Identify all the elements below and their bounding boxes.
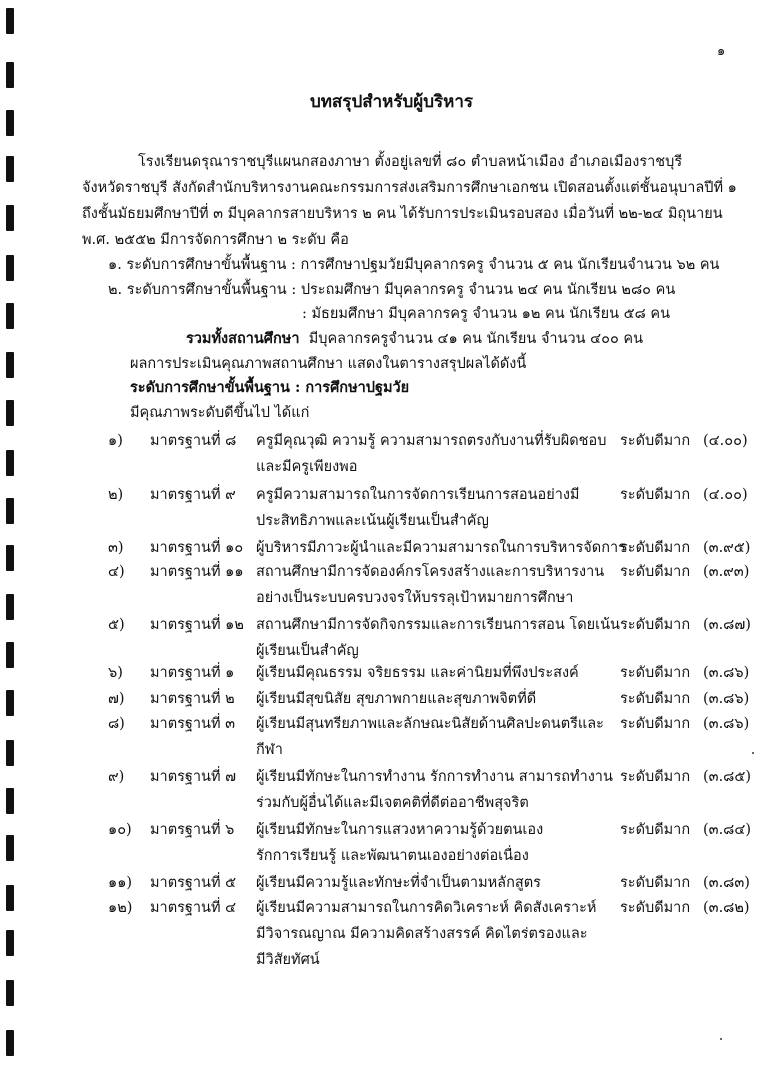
quality-intro: มีคุณภาพระดับดีขึ้นไป ได้แก่ <box>130 405 310 421</box>
binder-hole-mark <box>6 835 14 861</box>
standard-description <box>256 870 608 896</box>
standard-description <box>256 711 608 763</box>
standard-description-line: ผู้เรียนเป็นสำคัญ <box>256 643 359 659</box>
standard-level: ระดับดีมาก <box>620 540 691 556</box>
binder-hole-mark <box>6 885 14 911</box>
standard-name: มาตรฐานที่ ๔ <box>150 900 237 916</box>
standard-description <box>256 817 608 869</box>
binder-hole-mark <box>6 930 14 956</box>
standard-number: ๙) <box>108 769 125 785</box>
standard-number: ๓) <box>108 540 124 556</box>
standard-description-line: ผู้เรียนมีความสามารถในการคิดวิเคราะห์ คิดสังเคราะห์ <box>256 900 597 916</box>
intro-line-4: พ.ศ. ๒๕๕๒ มีการจัดการศึกษา ๒ ระดับ คือ <box>82 232 349 248</box>
standard-level: ระดับดีมาก <box>620 769 691 785</box>
standard-description-line: ผู้เรียนมีสุขนิสัย สุขภาพกายและสุขภาพจิตที่ดี <box>256 691 537 707</box>
standard-name: มาตรฐานที่ ๑๐ <box>150 540 244 556</box>
standard-level: ระดับดีมาก <box>620 665 691 681</box>
standard-description <box>256 559 608 611</box>
binder-hole-mark <box>6 545 14 571</box>
standard-number: ๑๐) <box>108 822 132 838</box>
standard-name: มาตรฐานที่ ๖ <box>150 822 235 838</box>
standard-score: (๔.๐๐) <box>703 487 748 503</box>
standard-description-line: ผู้เรียนมีคุณธรรม จริยธรรม และค่านิยมที่พึงประสงค์ <box>256 665 579 681</box>
standard-number: ๖) <box>108 665 123 681</box>
standard-level: ระดับดีมาก <box>620 900 691 916</box>
document-title: บทสรุปสำหรับผู้บริหาร <box>309 92 474 112</box>
standard-number: ๗) <box>108 691 125 707</box>
standard-number: ๑) <box>108 433 123 449</box>
standard-description <box>256 660 608 686</box>
standard-name: มาตรฐานที่ ๕ <box>150 875 237 891</box>
binder-hole-mark <box>6 740 14 766</box>
standard-score: (๓.๙๓) <box>703 564 750 580</box>
binder-hole-mark <box>6 642 14 668</box>
standard-description-line: ร่วมกับผู้อื่นได้และมีเจตคติที่ดีต่ออาชีพสุจริต <box>256 795 529 811</box>
binder-hole-mark <box>6 450 14 476</box>
binder-hole-mark <box>6 303 14 329</box>
standard-name: มาตรฐานที่ ๑๒ <box>150 617 244 633</box>
standard-description-line: สถานศึกษามีการจัดกิจกรรมและการเรียนการสอน โดยเน้น <box>256 617 620 633</box>
standard-description-line: กีฬา <box>256 742 283 758</box>
standard-level: ระดับดีมาก <box>620 875 691 891</box>
binder-hole-mark <box>6 498 14 524</box>
standard-description-line: อย่างเป็นระบบครบวงจรให้บรรลุเป้าหมายการศึกษา <box>256 590 574 606</box>
standard-description-line: ผู้เรียนมีความรู้และทักษะที่จำเป็นตามหลักสูตร <box>256 875 541 891</box>
standard-name: มาตรฐานที่ ๑ <box>150 665 235 681</box>
standard-name: มาตรฐานที่ ๓ <box>150 716 236 732</box>
section-heading: ระดับการศึกษาขั้นพื้นฐาน : การศึกษาปฐมวัย <box>130 379 410 396</box>
total-line <box>186 329 643 349</box>
standard-number: ๑๒) <box>108 900 133 916</box>
binder-hole-mark <box>6 62 14 88</box>
binder-hole-mark <box>6 205 14 231</box>
intro-line-1: โรงเรียนดรุณาราชบุรีแผนกสองภาษา ตั้งอยู่เลขที่ ๘๐ ตำบลหน้าเมือง อำเภอเมืองราชบุรี <box>138 154 683 170</box>
standard-description <box>256 428 608 480</box>
binder-hole-mark <box>6 156 14 182</box>
standard-number: ๑๑) <box>108 875 133 891</box>
standard-score: (๓.๘๖) <box>703 716 750 732</box>
standard-score: (๓.๘๓) <box>703 875 750 891</box>
binder-hole-mark <box>6 594 14 620</box>
standard-score: (๓.๘๔) <box>703 822 751 838</box>
standard-description-line: มีวิจารณญาณ มีความคิดสร้างสรรค์ คิดไตร่ตรองและ <box>256 926 588 942</box>
standard-level: ระดับดีมาก <box>620 433 691 449</box>
standard-description <box>256 764 613 816</box>
standard-level: ระดับดีมาก <box>620 691 691 707</box>
page-number: ๑ <box>717 44 726 59</box>
standard-score: (๓.๙๕) <box>703 540 751 556</box>
standard-description-line: ประสิทธิภาพและเน้นผู้เรียนเป็นสำคัญ <box>256 513 489 529</box>
binder-hole-mark <box>6 1030 14 1056</box>
standard-description-line: มีวิสัยทัศน์ <box>256 952 320 968</box>
standard-description-line: ผู้บริหารมีภาวะผู้นำและมีความสามารถในการบริหารจัดการ <box>256 540 626 556</box>
standard-level: ระดับดีมาก <box>620 822 691 838</box>
binder-holes <box>6 0 16 1080</box>
binder-hole-mark <box>6 8 14 34</box>
standard-description-line: สถานศึกษามีการจัดองค์กรโครงสร้างและการบริหารงาน <box>256 564 605 580</box>
standard-description <box>256 686 608 712</box>
scan-speck <box>720 1038 722 1040</box>
standard-description <box>256 482 608 534</box>
standard-score: (๓.๘๕) <box>703 769 751 785</box>
binder-hole-mark <box>6 690 14 716</box>
level-line-2: ๒. ระดับการศึกษาขั้นพื้นฐาน : ประถมศึกษา มีบุคลากรครู จำนวน ๒๔ คน นักเรียน ๒๘๐ คน <box>108 282 676 298</box>
total-label: รวมทั้งสถานศึกษา <box>186 330 300 347</box>
binder-hole-mark <box>6 352 14 378</box>
standard-level: ระดับดีมาก <box>620 564 691 580</box>
standard-description <box>256 535 626 561</box>
standard-number: ๒) <box>108 487 124 503</box>
standard-level: ระดับดีมาก <box>620 716 691 732</box>
level-line-1: ๑. ระดับการศึกษาขั้นพื้นฐาน : การศึกษาปฐมวัยมีบุคลากรครู จำนวน ๕ คน นักเรียนจำนวน ๖๒ คน <box>108 257 720 273</box>
standard-number: ๕) <box>108 617 125 633</box>
standard-description-line: ผู้เรียนมีทักษะในการแสวงหาความรู้ด้วยตนเอง <box>256 822 544 838</box>
standard-description-line: รักการเรียนรู้ และพัฒนาตนเองอย่างต่อเนื่อง <box>256 848 529 864</box>
standard-level: ระดับดีมาก <box>620 617 691 633</box>
binder-hole-mark <box>6 788 14 814</box>
binder-hole-mark <box>6 400 14 426</box>
standard-number: ๘) <box>108 716 125 732</box>
standard-name: มาตรฐานที่ ๑๑ <box>150 564 244 580</box>
scan-speck <box>752 752 754 754</box>
standard-name: มาตรฐานที่ ๒ <box>150 691 235 707</box>
binder-hole-mark <box>6 980 14 1006</box>
standard-score: (๓.๘๖) <box>703 691 750 707</box>
result-intro: ผลการประเมินคุณภาพสถานศึกษา แสดงในตารางสรุปผลได้ดังนี้ <box>130 356 527 372</box>
standard-score: (๔.๐๐) <box>703 433 748 449</box>
standard-description-line: ครูมีความสามารถในการจัดการเรียนการสอนอย่างมี <box>256 487 580 503</box>
standard-score: (๓.๘๗) <box>703 617 751 633</box>
standard-description-line: และมีครูเพียงพอ <box>256 459 358 475</box>
standard-level: ระดับดีมาก <box>620 487 691 503</box>
binder-hole-mark <box>6 255 14 281</box>
intro-line-3: ถึงชั้นมัธยมศึกษาปีที่ ๓ มีบุคลากรสายบริหาร ๒ คน ได้รับการประเมินรอบสอง เมื่อวันที่ ๒๒-๒๔ มิถุนายน <box>82 206 723 222</box>
standard-name: มาตรฐานที่ ๘ <box>150 433 237 449</box>
standard-name: มาตรฐานที่ ๗ <box>150 769 237 785</box>
standard-description-line: ผู้เรียนมีสุนทรียภาพและลักษณะนิสัยด้านศิลปะดนตรีและ <box>256 716 604 732</box>
intro-line-2: จังหวัดราชบุรี สังกัดสำนักบริหารงานคณะกรรมการส่งเสริมการศึกษาเอกชน เปิดสอนตั้งแต่ชั้นอนุบาลปีที่ ๑ <box>82 180 737 196</box>
total-text: มีบุคลากรครูจำนวน ๔๑ คน นักเรียน จำนวน ๔๐๐ คน <box>308 331 644 347</box>
standard-description <box>256 612 620 664</box>
standard-name: มาตรฐานที่ ๙ <box>150 487 236 503</box>
standard-description-line: ครูมีคุณวุฒิ ความรู้ ความสามารถตรงกับงานที่รับผิดชอบ <box>256 433 607 449</box>
standard-score: (๓.๘๖) <box>703 665 750 681</box>
standard-description <box>256 895 608 973</box>
level-line-3: : มัธยมศึกษา มีบุคลากรครู จำนวน ๑๒ คน นักเรียน ๕๘ คน <box>302 306 671 322</box>
standard-description-line: ผู้เรียนมีทักษะในการทำงาน รักการทำงาน สามารถทำงาน <box>256 769 613 785</box>
standard-number: ๔) <box>108 564 125 580</box>
standard-score: (๓.๘๒) <box>703 900 750 916</box>
